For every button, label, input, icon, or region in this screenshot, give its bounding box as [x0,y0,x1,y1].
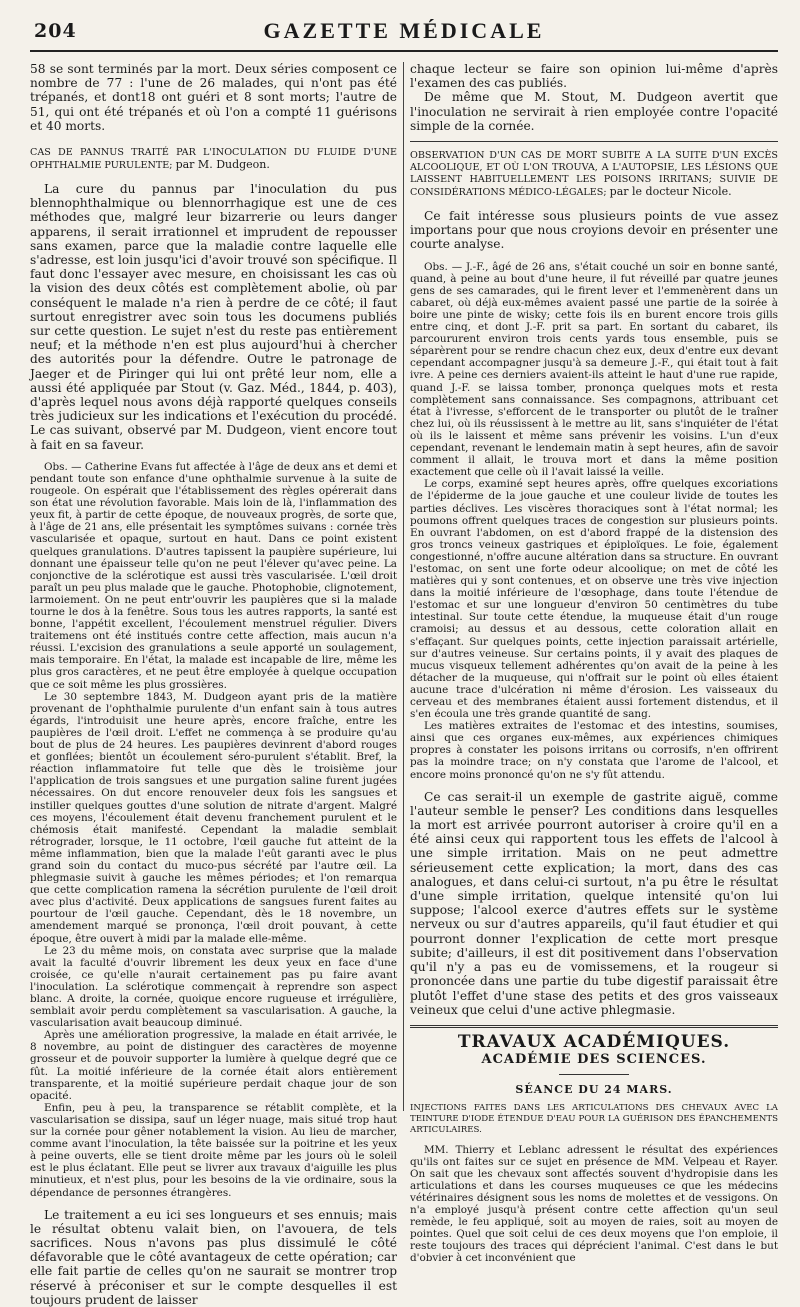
paragraph: MM. Thierry et Leblanc adressent le résultat des expériences qu'ils ont faites sur ce sujet en présence de MM. Velpeau et Rayer. On sait que les chevaux sont affectés souvent d'hydropisie dans les articulations et dans les courses muqueuses ce que les médecins vétérinaires désignent sous les noms de molettes et de vessigons. On n'a employé jusqu'à présent contre cette affection qu'un seul remède, le feu appliqué, soit au moyen de raies, soit au moyen de pointes. Quel que soit celui de ces deux moyens que l'on emploie, il reste toujours des traces qui déprécient l'animal. C'est dans le but d'obvier à cet inconvénient que [410,1143,778,1265]
divider [410,141,778,142]
spacer [30,452,397,461]
paragraph: chaque lecteur se faire son opinion lui-même d'après l'examen des cas publiés. [410,62,778,91]
columns [30,62,778,1307]
header-rule [30,50,778,52]
paragraph: Le traitement a eu ici ses longueurs et ses ennuis; mais le résultat obtenu valait bien, on l'avouera, de tels sacrifices. Nous n'avons pas plus dissimulé le côté défavorable que le côté avantageux de cette opération; car elle fait partie de celles qu'on ne saurait se montrer trop réservé à préconiser et sur le compte desquelles il est toujours prudent de laisser [30,1207,397,1307]
paragraph: 58 se sont terminés par la mort. Deux séries composent ce nombre de 77 : l'une de 26 malades, qui n'ont pas été trépanés, et dont18 ont guéri et 8 sont morts; l'autre de 51, qui ont été trépanés et où l'on a compté 11 guérisons et 40 morts. [30,62,397,133]
page-number: 204 [34,20,77,42]
right-column [404,62,778,1265]
paragraph: Obs. — J.-F., âgé de 26 ans, s'était couché un soir en bonne santé, quand, à peine au bout d'une heure, il fut réveillé par quatre jeunes gens de ses camarades, qui le firent lever et l'emmenèrent dans un cabaret, où déjà eux-mêmes avaient passé une partie de la soirée à boire une pinte de wisky; cette fois ils en burent encore trois gills entre cinq, et dont J.-F. prit sa part. En sortant du cabaret, ils parcoururent environ trois cents yards tous ensemble, puis se séparèrent pour se rendre chacun chez eux, deux d'entre eux devant cependant accompagner jusqu'à sa demeure J.-F., qui était tout à fait ivre. A peine ces derniers avaient-ils atteint le haut d'une rue rapide, quand J.-F. se laissa tomber, prononça quelques mots et resta complètement sans connaissance. Ses compagnons, attribuant cet état à l'ivresse, s'efforcent de le transporter ou plutôt de le traîner chez lui, où ils réussissent à le mettre au lit, sans s'inquiéter de l'état où ils le laissent et même sans prévenir les voisins. L'un d'eux cependant, revenant le lendemain matin à sept heures, afin de savoir comment il allait, le trouva mort et dans la même position exactement que celle où il l'avait laissé la veille. [410,260,778,479]
session-heading: SÉANCE DU 24 MARS. [515,1083,673,1097]
left-column [30,62,404,1307]
paragraph: Le corps, examiné sept heures après, offre quelques excoriations de l'épiderme de la joue gauche et une couleur livide de toutes les parties déclives. Les viscères thoraciques sont à l'état normal; les poumons offrent quelques traces de congestion sur plusieurs points. En ouvrant l'abdomen, on est d'abord frappé de la distension des gros troncs veineux gastriques et épiploïques. Le foie, également congestionné, n'offre aucune altération dans sa structure. En ouvrant l'estomac, on sent une forte odeur alcoolique; on met de côté les matières qui y sont contenues, et on observe une très vive injection dans la moitié inférieure de l'œsophage, dans toute l'étendue de l'estomac et sur une longueur d'environ 50 centimètres du tube intestinal. Sur toute cette étendue, la muqueuse était d'un rouge cramoisi; au dessus et au dessous, cette coloration allait en s'effaçant. Sur quelques points, cette injection paraissait artérielle, sur d'autres veineuse. Sur certains points, il y avait des plaques de mucus visqueux tellement adhérentes qu'on avait de la peine à les détacher de la muqueuse, qui n'offrait sur le point où elles étaient aucune trace d'ulcération ni même d'érosion. Les vaisseaux du cerveau et des membranes étaient aussi fortement distendus, et il s'en écoula une très grande quantité de sang. [410,478,778,721]
paragraph: Le 30 septembre 1843, M. Dudgeon ayant pris de la matière provenant de l'ophthalmie purulente d'un enfant sain à tous autres égards, l'introduisit une heure après, encore fraîche, entre les paupières de l'œil droit. L'effet ne commença à se produire qu'au bout de plus de 24 heures. Les paupières devinrent d'abord rouges et gonflées; bientôt un écoulement séro-purulent s'établit. Bref, la réaction inflammatoire fut telle que dès le troisième jour l'application de trois sangsues et une purgation saline furent jugées nécessaires. On dut encore renouveler deux fois les sangsues et instiller quelques gouttes d'une solution de nitrate d'argent. Malgré ces moyens, l'écoulement était devenu franchement purulent et le chémosis était manifesté. Cependant la maladie semblait rétrograder, lorsque, le 11 octobre, l'œil gauche fut atteint de la même inflammation, bien que la malade l'eût garanti avec le plus grand soin du contact du muco-pus sécrété par l'autre œil. La phlegmasie suivit à gauche les mêmes périodes; et l'on remarqua que cette complication ramena la sécrétion purulente de l'œil droit avec plus d'activité. Deux applications de sangsues furent faites au pourtour de l'œil gauche. Cependant, dès le 18 novembre, un amendement marqué se prononça, l'œil droit pouvant, à cette époque, être ouvert à midi par la malade elle-même. [30,690,397,945]
article-title [30,147,397,172]
journal-title: GAZETTE MÉDICALE [263,18,545,43]
article-author: par le docteur Nicole. [609,185,732,199]
article-title: INJECTIONS FAITES DANS LES ARTICULATIONS DES CHEVAUX AVEC LA TEINTURE D'IODE ÉTENDUE D'EAU POUR LA GUÉRISON DES ÉPANCHEMENTS ARTICULAIRES. [410,1102,778,1135]
divider [559,1074,629,1075]
subsection-heading: ACADÉMIE DES SCIENCES. [481,1052,707,1068]
paragraph: Ce cas serait-il un exemple de gastrite aiguë, comme l'auteur semble le penser? Les conditions dans lesquelles la mort est arrivée pourront autoriser à croire qu'il en a été ainsi ceux qui rapportent tous les effets de l'alcool à une simple irritation. Mais on ne peut admettre sérieusement cette explication; la mort, dans des cas analogues, et dans celui-ci surtout, n'a pu être le résultat d'une simple irritation, quelque intensité qu'on lui suppose; l'alcool exerce d'autres effets sur le système nerveux ou sur d'autres appareils, qu'il faut étudier et qui pourront donner l'explication de cette mort presque subite; d'ailleurs, il est dit positivement dans l'observation qu'il n'y a pas eu de vomissemens, et la rougeur si prononcée dans une partie du tube digestif paraissait être plutôt l'effet d'une stase des petits et des gros vaisseaux veineux que celui d'une active phlegmasie. [410,789,778,1017]
article-title [410,150,778,199]
article-title-text: OBSERVATION D'UN CAS DE MORT SUBITE A LA SUITE D'UN EXCÈS ALCOOLIQUE, ET OÙ L'ON TROUVA, A L'AUTOPSIE, LES LÉSIONS QUE LAISSENT HABITUELLEMENT LES POISONS IRRITANS; SUIVIE DE CONSIDÉRATIONS MÉDICO-LÉGALES; [410,150,778,199]
section-heading: TRAVAUX ACADÉMIQUES. [457,1031,731,1052]
paragraph: Les matières extraites de l'estomac et des intestins, soumises, ainsi que ces organes eux-mêmes, aux expériences chimiques propres à constater les poisons irritans ou corrosifs, n'en offrirent pas la moindre trace; on n'y constata que l'arome de l'alcool, et encore moins prononcé qu'on ne s'y fût attendu. [410,720,778,781]
paragraph: Le 23 du même mois, on constata avec surprise que la malade avait la faculté d'ouvrir librement les deux yeux en face d'une croisée, ce qu'elle n'aurait certainement pas pu faire avant l'inoculation. La sclérotique commençait à reprendre son aspect blanc. A droite, la cornée, quoique encore rugueuse et irrégulière, semblait avoir perdu complètement sa vascularisation. A gauche, la vascularisation avait beaucoup diminué. [30,944,397,1030]
page-header [30,0,778,56]
paragraph: Ce fait intéresse sous plusieurs points de vue assez importans pour que nous croyions devoir en présenter une courte analyse. [410,209,778,252]
paragraph: De même que M. Stout, M. Dudgeon avertit que l'inoculation ne servirait à rien employée contre l'opacité simple de la cornée. [410,90,778,133]
spacer [30,1199,397,1208]
article-title-text: CAS DE PANNUS TRAITÉ PAR L'INOCULATION DU FLUIDE D'UNE OPHTHALMIE PURULENTE; [30,147,397,172]
section-divider [410,1025,778,1028]
paragraph: La cure du pannus par l'inoculation du pus blennophthalmique ou blennorrhagique est une de ces méthodes que, malgré leur bizarrerie ou leurs danger apparens, il serait irrationnel et imprudent de repousser sans examen, parce que la maladie contre laquelle elle s'adresse, est loin jusqu'ici d'avoir trouvé son spécifique. Il faut donc l'essayer avec mesure, en choisissant les cas où la vision des deux côtés est complètement abolie, où par conséquent le malade n'a rien à perdre de ce côté; il faut surtout enregistrer avec soin tous les documens publiés sur cette question. Le sujet n'est du reste pas entièrement neuf; et la méthode n'en est plus aujourd'hui à chercher des autorités pour la défendre. Outre le patronage de Jaeger et de Piringer qui lui ont prêté leur nom, elle a aussi été appliquée par Stout (v. Gaz. Méd., 1844, p. 403), d'après lequel nous avons déjà rapporté quelques conseils très judicieux sur les indications et l'exécution du procédé. Le cas suivant, observé par M. Dudgeon, vient encore tout à fait en sa faveur. [30,182,397,452]
spacer [410,781,778,790]
article-author: par M. Dudgeon. [175,158,270,172]
paragraph: Après une amélioration progressive, la malade en était arrivée, le 8 novembre, au point de distinguer des caractères de moyenne grosseur et de pouvoir supporter la lumière à quelque degré que ce fût. La moitié inférieure de la cornée était alors entièrement transparente, et la moitié supérieure perdait chaque jour de son opacité. [30,1029,397,1102]
paragraph: Obs. — Catherine Evans fut affectée à l'âge de deux ans et demi et pendant toute son enfance d'une ophthalmie survenue à la suite de rougeole. On espérait que l'établissement des règles opérerait dans son état une révolution favorable. Mais loin de là, l'inflammation des yeux fit, à partir de cette époque, de nouveaux progrès, de sorte que, à l'âge de 21 ans, elle présentait les symptômes suivans : cornée très vascularisée et opaque, surtout en haut. Dans ce point existent quelques granulations. D'autres tapissent la paupière supérieure, lui donnant une épaisseur telle qu'on ne peut l'élever qu'avec peine. La conjonctive de la sclérotique est aussi très vascularisée. L'œil droit paraît un peu plus malade que le gauche. Photophobie, clignotement, larmoiement. On ne peut entr'ouvrir les paupières que si la malade tourne le dos à la fenêtre. Sous tous les autres rapports, la santé est bonne, l'appétit excellent, l'écoulement menstruel régulier. Divers traitemens ont été institués contre cette affection, mais aucun n'a réussi. L'excision des granulations a seule apporté un soulagement, mais temporaire. En l'état, la malade est incapable de lire, même les plus gros caractères, et ne peut être employée à quelque occupation que ce soit même les plus grossières. [30,460,397,691]
spacer [410,252,778,261]
paragraph: Enfin, peu à peu, la transparence se rétablit complète, et la vascularisation se dissipa, sauf un léger nuage, mais situé trop haut sur la cornée pour gêner notablement la vision. Au lieu de marcher, comme avant l'inoculation, la tête baissée sur la poitrine et les yeux à peine ouverts, elle se tient droite même par les jours où le soleil est le plus éclatant. Elle peut se livrer aux travaux d'aiguille les plus minutieux, et n'est plus, pour les besoins de la vie ordinaire, sous la dépendance de personnes étrangères. [30,1101,397,1199]
